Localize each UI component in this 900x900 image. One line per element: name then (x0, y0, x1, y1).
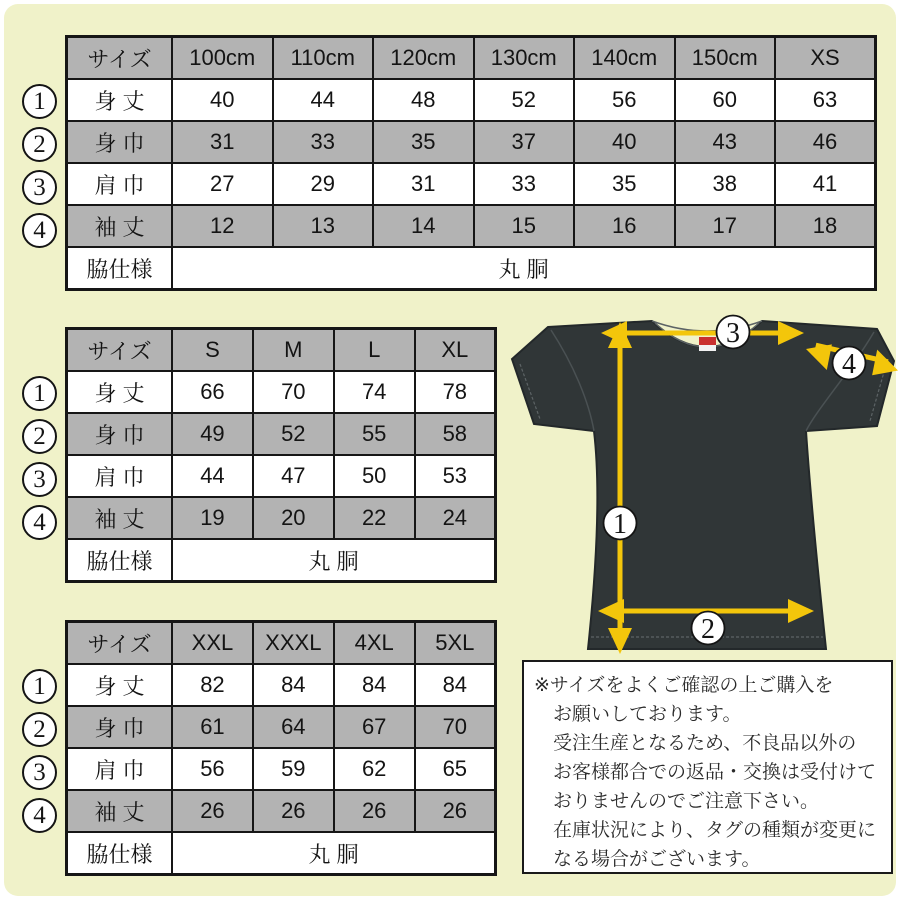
size-table-big (65, 620, 497, 876)
row-label: 身 巾 (67, 413, 173, 455)
table-footer-row (67, 247, 876, 290)
measure-number-4: 4 (22, 505, 57, 540)
size-cell: 13 (273, 205, 374, 247)
row-label: 肩 巾 (67, 163, 173, 205)
size-cell: 12 (172, 205, 273, 247)
size-cell: 84 (415, 664, 496, 706)
size-cell: 31 (373, 163, 474, 205)
table-row (67, 163, 876, 205)
size-cell: 16 (574, 205, 675, 247)
size-header-label: サイズ (67, 37, 173, 80)
size-cell: 62 (334, 748, 415, 790)
table-row (67, 748, 496, 790)
size-cell: 65 (415, 748, 496, 790)
row-label: 身 丈 (67, 371, 173, 413)
table-footer-row (67, 832, 496, 875)
column-header: S (172, 329, 253, 372)
size-cell: 52 (253, 413, 334, 455)
note-line: お客様都合での返品・交換は受付けて (553, 762, 877, 783)
measure-number-1: 1 (22, 669, 57, 704)
note-line: 在庫状況により、タグの種類が変更に (553, 820, 877, 841)
size-cell: 37 (474, 121, 575, 163)
size-cell: 82 (172, 664, 253, 706)
table-footer-row (67, 539, 496, 582)
size-cell: 14 (373, 205, 474, 247)
footer-label: 脇仕様 (67, 247, 173, 290)
column-header: 140cm (574, 37, 675, 80)
size-cell: 50 (334, 455, 415, 497)
size-table-kids (65, 35, 877, 291)
size-cell: 22 (334, 497, 415, 539)
size-cell: 64 (253, 706, 334, 748)
note-line: ※サイズをよくご確認の上ご購入を (534, 675, 834, 696)
size-cell: 26 (253, 790, 334, 832)
column-header: XS (775, 37, 876, 80)
measure-number-4: 4 (22, 798, 57, 833)
size-cell: 19 (172, 497, 253, 539)
column-header: XXXL (253, 622, 334, 665)
size-cell: 15 (474, 205, 575, 247)
purchase-note-box (522, 660, 893, 874)
size-cell: 20 (253, 497, 334, 539)
column-header: 5XL (415, 622, 496, 665)
size-cell: 31 (172, 121, 273, 163)
size-header-label: サイズ (67, 329, 173, 372)
measure-number-2: 2 (22, 127, 57, 162)
size-cell: 59 (253, 748, 334, 790)
size-cell: 44 (172, 455, 253, 497)
table-row (67, 121, 876, 163)
size-cell: 70 (415, 706, 496, 748)
diagram-label-4: 4 (842, 349, 856, 380)
size-table-adult (65, 327, 497, 583)
size-cell: 48 (373, 79, 474, 121)
column-header: L (334, 329, 415, 372)
size-cell: 84 (253, 664, 334, 706)
size-cell: 40 (574, 121, 675, 163)
size-cell: 26 (172, 790, 253, 832)
column-header: 130cm (474, 37, 575, 80)
size-cell: 46 (775, 121, 876, 163)
size-cell: 41 (775, 163, 876, 205)
size-cell: 66 (172, 371, 253, 413)
table-row (67, 205, 876, 247)
diagram-label-3: 3 (726, 318, 740, 349)
size-cell: 33 (273, 121, 374, 163)
column-header: 4XL (334, 622, 415, 665)
table-row (67, 706, 496, 748)
size-cell: 63 (775, 79, 876, 121)
note-line: おりませんのでご注意下さい。 (553, 791, 820, 812)
measure-number-3: 3 (22, 170, 57, 205)
size-cell: 35 (574, 163, 675, 205)
size-cell: 74 (334, 371, 415, 413)
column-header: XXL (172, 622, 253, 665)
size-cell: 38 (675, 163, 776, 205)
footer-label: 脇仕様 (67, 539, 173, 582)
table-row (67, 664, 496, 706)
measure-number-4: 4 (22, 213, 57, 248)
size-cell: 47 (253, 455, 334, 497)
footer-label: 脇仕様 (67, 832, 173, 875)
column-header: M (253, 329, 334, 372)
note-line: 受注生産となるため、不良品以外の (553, 733, 857, 754)
size-cell: 56 (574, 79, 675, 121)
size-cell: 55 (334, 413, 415, 455)
row-label: 袖 丈 (67, 497, 173, 539)
footer-value: 丸 胴 (172, 832, 496, 875)
size-cell: 84 (334, 664, 415, 706)
size-cell: 43 (675, 121, 776, 163)
size-cell: 60 (675, 79, 776, 121)
size-cell: 17 (675, 205, 776, 247)
measure-number-1: 1 (22, 376, 57, 411)
measure-number-3: 3 (22, 755, 57, 790)
note-line: なる場合がございます。 (553, 849, 761, 870)
size-cell: 61 (172, 706, 253, 748)
size-header-label: サイズ (67, 622, 173, 665)
size-cell: 24 (415, 497, 496, 539)
table-row (67, 79, 876, 121)
size-cell: 18 (775, 205, 876, 247)
size-cell: 53 (415, 455, 496, 497)
size-cell: 49 (172, 413, 253, 455)
column-header: 100cm (172, 37, 273, 80)
measure-number-2: 2 (22, 419, 57, 454)
size-cell: 52 (474, 79, 575, 121)
size-cell: 56 (172, 748, 253, 790)
column-header: 150cm (675, 37, 776, 80)
row-label: 肩 巾 (67, 748, 173, 790)
size-cell: 33 (474, 163, 575, 205)
size-cell: 27 (172, 163, 273, 205)
size-cell: 26 (334, 790, 415, 832)
row-label: 身 巾 (67, 121, 173, 163)
column-header: 110cm (273, 37, 374, 80)
note-line: お願いしております。 (553, 704, 742, 725)
size-cell: 67 (334, 706, 415, 748)
size-cell: 70 (253, 371, 334, 413)
size-cell: 58 (415, 413, 496, 455)
table-row (67, 790, 496, 832)
diagram-label-2: 2 (701, 614, 715, 645)
row-label: 身 丈 (67, 79, 173, 121)
size-cell: 78 (415, 371, 496, 413)
row-label: 袖 丈 (67, 790, 173, 832)
footer-value: 丸 胴 (172, 247, 876, 290)
measure-number-1: 1 (22, 84, 57, 119)
size-cell: 35 (373, 121, 474, 163)
size-cell: 26 (415, 790, 496, 832)
tshirt-diagram (505, 306, 900, 660)
column-header: XL (415, 329, 496, 372)
size-cell: 29 (273, 163, 374, 205)
size-cell: 40 (172, 79, 273, 121)
column-header: 120cm (373, 37, 474, 80)
measure-number-3: 3 (22, 462, 57, 497)
table-row (67, 497, 496, 539)
row-label: 身 丈 (67, 664, 173, 706)
table-row (67, 413, 496, 455)
row-label: 肩 巾 (67, 455, 173, 497)
row-label: 身 巾 (67, 706, 173, 748)
measure-number-2: 2 (22, 712, 57, 747)
brand-tag (699, 337, 716, 351)
table-row (67, 371, 496, 413)
row-label: 袖 丈 (67, 205, 173, 247)
diagram-label-1: 1 (613, 509, 627, 540)
footer-value: 丸 胴 (172, 539, 496, 582)
size-cell: 44 (273, 79, 374, 121)
table-row (67, 455, 496, 497)
